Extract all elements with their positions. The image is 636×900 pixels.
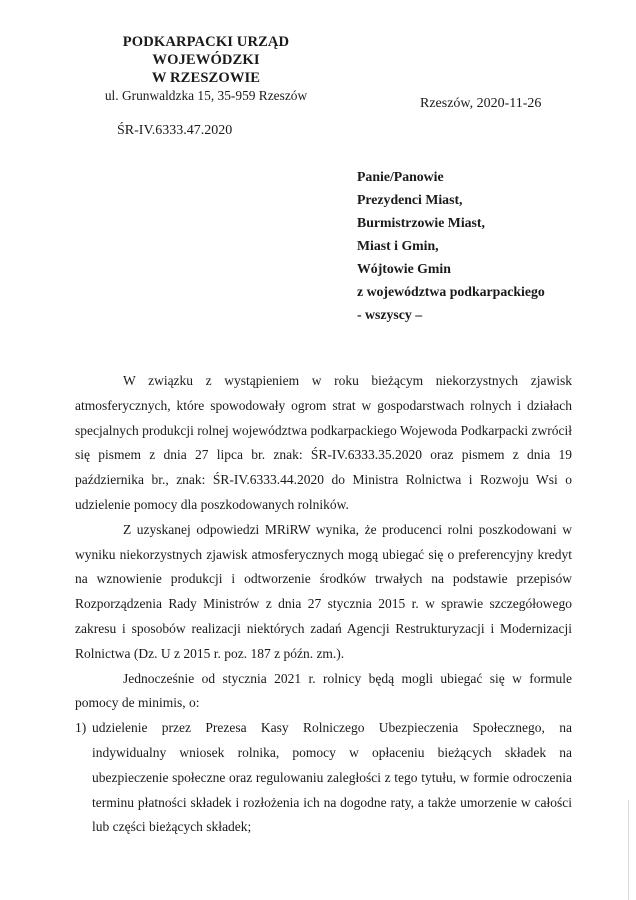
list-item <box>75 716 572 840</box>
place-and-date: Rzeszów, 2020-11-26 <box>420 96 542 111</box>
body-paragraph: Jednocześnie od stycznia 2021 r. rolnicy będą mogli ubiegać się w formule pomocy de minimis, o: <box>75 670 572 711</box>
recipient-line: Panie/Panowie <box>357 169 444 184</box>
body-paragraph: Z uzyskanej odpowiedzi MRiRW wynika, że producenci rolni poszkodowani w wyniku niekorzystnych zjawisk atmosferycznych mogą ubiegać się o preferencyjny kredyt na wznowienie produkcji i odtworzenie środków trwałych na podstawie przepisów Rozporządzenia Rady Ministrów z dnia 27 stycznia 2015 r. w sprawie szczegółowego zakresu i sposobów realizacji niektórych zadań Agencji Restrukturyzacji i Modernizacji Rolnictwa (Dz. U z 2015 r. poz. 187 z późn. zm.). <box>75 521 572 661</box>
organization-name-line2: W RZESZOWIE <box>151 70 261 86</box>
recipient-line: Prezydenci Miast, <box>357 192 463 207</box>
letterhead <box>84 33 328 105</box>
list-item-text: udzielenie przez Prezesa Kasy Rolniczego Ubezpieczenia Społecznego, na indywidualny wniosek rolnika, pomocy w opłaceniu bieżących składek na ubezpieczenie społeczne oraz regulowaniu zaległości z tego tytułu, w formie odroczenia terminu płatności składek i rozłożenia ich na dogodne raty, a także umorzenie w całości lub części bieżących składek; <box>92 720 572 835</box>
reference-number: ŚR-IV.6333.47.2020 <box>117 123 233 138</box>
numbered-list <box>75 716 572 840</box>
organization-name-line1: PODKARPACKI URZĄD WOJEWÓDZKI <box>122 34 290 68</box>
list-item-number: 1) <box>75 720 87 736</box>
scan-edge-line <box>628 800 629 900</box>
organization-address: ul. Grunwaldzka 15, 35-959 Rzeszów <box>104 88 308 103</box>
body-paragraph: W związku z wystąpieniem w roku bieżącym niekorzystnych zjawisk atmosferycznych, które spowodowały ogrom strat w gospodarstwach rolnych i działach specjalnych produkcji rolnej województwa podkarpackiego Wojewoda Podkarpacki zwrócił się pismem z dnia 27 lipca br. znak: ŚR-IV.6333.35.2020 oraz pismem z dnia 19 października br., znak: ŚR-IV.6333.44.2020 do Ministra Rolnictwa i Rozwoju Wsi o udzielenie pomocy dla poszkodowanych rolników. <box>75 373 572 512</box>
recipient-line: z województwa podkarpackiego <box>357 284 545 299</box>
letter-body <box>75 369 572 840</box>
recipients-block <box>357 165 545 326</box>
recipient-line: Burmistrzowie Miast, <box>357 215 485 230</box>
recipient-line: - wszyscy – <box>357 307 423 322</box>
recipient-line: Miast i Gmin, <box>357 238 439 253</box>
recipient-line: Wójtowie Gmin <box>357 261 451 276</box>
